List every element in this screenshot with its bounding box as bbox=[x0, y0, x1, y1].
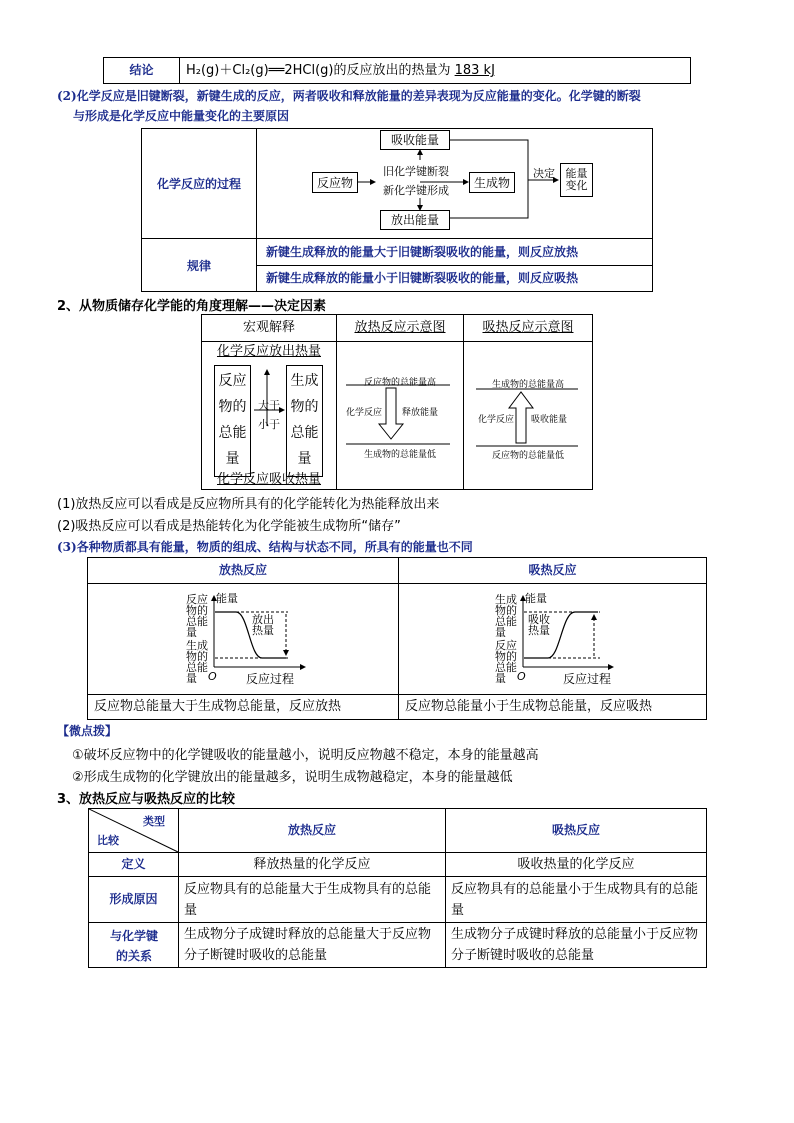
section2-intro-b: 与形成是化学反应中能量变化的主要原因 bbox=[73, 109, 290, 123]
heading-3: 3、放热反应与吸热反应的比较 bbox=[57, 792, 236, 807]
conclusion-equation: H₂(g)＋Cl₂(g)══2HCl(g)的反应放出的热量为 bbox=[186, 63, 451, 78]
greater-label: 大于 bbox=[258, 399, 280, 412]
reactant-box: 反应物 bbox=[312, 172, 358, 193]
bond-break-label: 旧化学键断裂 bbox=[383, 165, 449, 178]
exo-upper-label: 反应物的总能量 bbox=[186, 593, 208, 639]
compare-col-endo: 吸热反应 bbox=[551, 823, 600, 837]
exo-title: 放热反应 bbox=[218, 563, 267, 577]
exo-high-label: 反应物的总能量高 bbox=[363, 378, 436, 388]
decide-label: 决定 bbox=[533, 167, 555, 180]
endo-lower-label: 反应物的总能量 bbox=[495, 639, 517, 685]
section2-intro-a: (2)化学反应是旧键断裂，新键生成的反应，两者吸收和释放能量的差异表现为反应能量的变化。化学键的断裂 bbox=[57, 89, 641, 103]
endo-energy-axis: 能量 bbox=[525, 592, 547, 605]
endo-heat-label: 吸收热量 bbox=[528, 613, 550, 637]
conclusion-label: 结论 bbox=[104, 58, 180, 83]
rule-1: 新键生成释放的能量大于旧键断裂吸收的能量，则反应放热 bbox=[266, 245, 579, 259]
row-definition-endo: 吸收热量的化学反应 bbox=[517, 857, 635, 872]
endo-low-label: 反应物的总能量低 bbox=[491, 451, 564, 461]
exo-low-label: 生成物的总能量低 bbox=[363, 450, 436, 460]
macro-header-3: 吸热反应示意图 bbox=[482, 320, 574, 335]
compare-col-exo: 放热反应 bbox=[287, 823, 336, 837]
macro-header-1: 宏观解释 bbox=[242, 320, 295, 335]
rule-row-label: 规律 bbox=[186, 258, 211, 273]
exo-progress-axis: 反应过程 bbox=[246, 672, 295, 686]
endo-upper-label: 生成物的总能量 bbox=[495, 593, 517, 639]
weak-point-title: 【微点拨】 bbox=[57, 724, 118, 738]
product-energy-text: 生成物的总能量 bbox=[290, 373, 319, 467]
corner-compare: 比较 bbox=[97, 834, 119, 847]
endo-origin: O bbox=[517, 670, 526, 683]
row-definition-exo: 释放热量的化学反应 bbox=[253, 857, 371, 872]
release-heat-text: 化学反应放出热量 bbox=[216, 344, 321, 359]
note-2: (2)吸热反应可以看成是热能转化为化学能被生成物所“储存” bbox=[57, 519, 401, 534]
exo-reaction-label: 化学反应 bbox=[346, 408, 383, 418]
endo-absorb-label: 吸收能量 bbox=[531, 415, 568, 425]
row-cause-label: 形成原因 bbox=[109, 892, 158, 906]
endo-desc: 反应物总能量小于生成物总能量，反应吸热 bbox=[405, 699, 653, 714]
note-1: (1)放热反应可以看成是反应物所具有的化学能转化为热能释放出来 bbox=[57, 497, 440, 512]
endo-progress-axis: 反应过程 bbox=[563, 672, 612, 686]
row-bond-exo: 生成物分子成键时释放的总能量大于反应物分子断键时吸收的总能量 bbox=[184, 927, 432, 963]
endo-reaction-label: 化学反应 bbox=[478, 415, 515, 425]
compare-table bbox=[88, 808, 707, 968]
bond-form-label: 新化学键形成 bbox=[383, 184, 449, 197]
absorb-heat-text: 化学反应吸收热量 bbox=[216, 472, 321, 487]
endo-high-label: 生成物的总能量高 bbox=[491, 380, 564, 390]
corner-type: 类型 bbox=[143, 815, 165, 828]
release-energy-box: 放出能量 bbox=[380, 210, 450, 230]
absorb-energy-box: 吸收能量 bbox=[380, 130, 450, 150]
row-definition-label: 定义 bbox=[121, 857, 146, 871]
product-box: 生成物 bbox=[469, 172, 515, 193]
weak-point-1: ①破坏反应物中的化学键吸收的能量越小，说明反应物越不稳定，本身的能量越高 bbox=[72, 748, 539, 763]
macro-header-2: 放热反应示意图 bbox=[354, 320, 446, 335]
row-bond-endo: 生成物分子成键时释放的总能量小于反应物分子断键时吸收的总能量 bbox=[451, 927, 699, 963]
row-cause-endo: 反应物具有的总能量小于生成物具有的总能量 bbox=[451, 882, 699, 918]
reactant-energy-text: 反应物的总能量 bbox=[218, 373, 247, 467]
section-3-heading: (3)各种物质都具有能量，物质的组成、结构与状态不同，所具有的能量也不同 bbox=[57, 540, 473, 554]
less-label: 小于 bbox=[258, 418, 280, 431]
exo-release-label: 释放能量 bbox=[402, 408, 439, 418]
conclusion-value: 183 kJ bbox=[454, 63, 495, 78]
endo-title: 吸热反应 bbox=[528, 563, 577, 577]
energy-change-box: 能量变化 bbox=[560, 163, 593, 197]
heading-2: 2、从物质储存化学能的角度理解——决定因素 bbox=[57, 299, 327, 314]
exo-desc: 反应物总能量大于生成物总能量，反应放热 bbox=[94, 699, 342, 714]
process-row-label: 化学反应的过程 bbox=[156, 177, 241, 191]
exo-energy-axis: 能量 bbox=[216, 592, 238, 605]
exo-heat-label: 放出热量 bbox=[252, 613, 274, 637]
exo-lower-label: 生成物的总能量 bbox=[186, 639, 208, 685]
rule-2: 新键生成释放的能量小于旧键断裂吸收的能量，则反应吸热 bbox=[266, 271, 579, 285]
exo-origin: O bbox=[208, 670, 217, 683]
row-cause-exo: 反应物具有的总能量大于生成物具有的总能量 bbox=[184, 882, 432, 918]
row-bond-label: 与化学键的关系 bbox=[109, 929, 158, 963]
weak-point-2: ②形成生成物的化学键放出的能量越多，说明生成物越稳定，本身的能量越低 bbox=[72, 770, 513, 785]
